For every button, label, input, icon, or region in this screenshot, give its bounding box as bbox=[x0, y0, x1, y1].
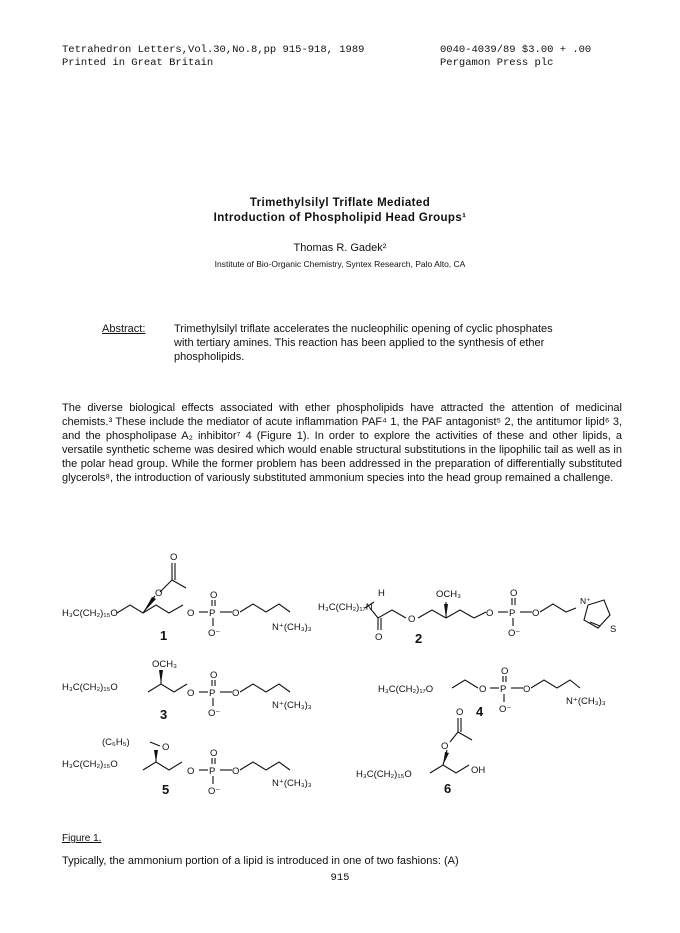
c4-link-o2: O bbox=[523, 684, 531, 695]
issn-price: 0040-4039/89 $3.00 + .00 bbox=[440, 44, 592, 56]
c5-po-o: O bbox=[210, 748, 218, 759]
c1-carbonyl-o: O bbox=[170, 552, 178, 563]
c4-chain-label: H₃C(CH₂)₁₇O bbox=[378, 684, 434, 695]
c3-link-o2: O bbox=[232, 688, 240, 699]
c1-link-o2: O bbox=[232, 608, 240, 619]
c5-benzyl-o: O bbox=[162, 742, 170, 753]
c2-s: S bbox=[610, 624, 617, 635]
c2-o-minus: O⁻ bbox=[508, 628, 521, 639]
page-number: 915 bbox=[330, 872, 350, 884]
c2-chain-label: H₃C(CH₂)₁₇N bbox=[318, 602, 373, 613]
c2-link-o: O bbox=[486, 608, 494, 619]
c4-link-o: O bbox=[479, 684, 487, 695]
c2-n-plus: N⁺ bbox=[580, 596, 591, 606]
c5-phenyl: (C₆H₅) bbox=[102, 737, 130, 748]
c6-ester-o: O bbox=[441, 741, 449, 752]
c1-o-minus: O⁻ bbox=[208, 628, 221, 639]
compound-number-6: 6 bbox=[444, 781, 452, 796]
paper-title-line1: Trimethylsilyl Triflate Mediated bbox=[249, 197, 431, 209]
c2-h: H bbox=[378, 588, 385, 599]
c5-link-o2: O bbox=[232, 766, 240, 777]
c1-link-o: O bbox=[187, 608, 195, 619]
c3-och3: OCH₃ bbox=[152, 659, 177, 670]
c5-chain-label: H₃C(CH₂)₁₅O bbox=[62, 759, 118, 770]
compound-number-1: 1 bbox=[160, 628, 168, 643]
c5-p: P bbox=[209, 766, 216, 777]
c4-o-minus: O⁻ bbox=[499, 704, 512, 715]
author-name: Thomas R. Gadek² bbox=[293, 242, 387, 254]
c2-link-o2: O bbox=[532, 608, 540, 619]
c3-o-minus: O⁻ bbox=[208, 708, 221, 719]
c5-o-minus: O⁻ bbox=[208, 786, 221, 797]
c3-p: P bbox=[209, 688, 216, 699]
compound-number-3: 3 bbox=[160, 707, 168, 722]
compound-number-4: 4 bbox=[476, 704, 484, 719]
c6-carbonyl-o: O bbox=[456, 707, 464, 718]
c4-po-o: O bbox=[501, 666, 509, 677]
compound-number-2: 2 bbox=[415, 631, 423, 646]
c2-ether-o: O bbox=[408, 614, 416, 625]
c6-chain-label: H₃C(CH₂)₁₅O bbox=[356, 769, 412, 780]
c4-p: P bbox=[500, 684, 507, 695]
c2-carbonyl-o: O bbox=[375, 632, 383, 643]
c1-chain-label: H₃C(CH₂)₁₅O bbox=[62, 608, 118, 619]
printed-in: Printed in Great Britain bbox=[62, 57, 214, 69]
c2-och3: OCH₃ bbox=[436, 589, 461, 600]
abstract-label: Abstract: bbox=[102, 323, 146, 335]
c5-head-label: N⁺(CH₃)₃ bbox=[272, 778, 312, 789]
c3-head-label: N⁺(CH₃)₃ bbox=[272, 700, 312, 711]
c2-p: P bbox=[509, 608, 516, 619]
abstract-text: Trimethylsilyl triflate accelerates the nucleophilic opening of cyclic phosphates with tertiary amines. This reaction has been applied to the synthesis of ether phospholipids. bbox=[174, 323, 553, 363]
journal-citation: Tetrahedron Letters,Vol.30,No.8,pp 915-918, 1989 bbox=[62, 44, 365, 56]
c1-head-label: N⁺(CH₃)₃ bbox=[272, 622, 312, 633]
c3-po-o: O bbox=[210, 670, 218, 681]
c3-link-o: O bbox=[187, 688, 195, 699]
c6-oh: OH bbox=[471, 765, 486, 776]
author-affiliation: Institute of Bio-Organic Chemistry, Syntex Research, Palo Alto, CA bbox=[214, 259, 466, 269]
c2-po-o: O bbox=[510, 588, 518, 599]
c1-p: P bbox=[209, 608, 216, 619]
c4-head-label: N⁺(CH₃)₃ bbox=[566, 696, 606, 707]
compound-number-5: 5 bbox=[162, 782, 170, 797]
paper-title-line2: Introduction of Phospholipid Head Groups¹ bbox=[213, 212, 467, 224]
figure-caption: Figure 1. bbox=[62, 833, 102, 844]
body-continuation: Typically, the ammonium portion of a lipid is introduced in one of two fashions: (A) bbox=[62, 855, 459, 867]
c3-chain-label: H₃C(CH₂)₁₅O bbox=[62, 682, 118, 693]
c1-ester-o: O bbox=[155, 588, 163, 599]
body-paragraph: The diverse biological effects associated with ether phospholipids have attracted the attention of medicinal chemists.³ These include the mediator of acute inflammation PAF⁴ 1, the PAF antagonist⁵ 2, the antitumor lipid⁶ 3, and the phospholipase A₂ inhibitor⁷ 4 (Figure 1). In order to explore the activities of these and other lipids, a versatile synthetic scheme was desired which would enable structural substitutions in the lipophilic tail as well as in the polar head group. While the former problem has been addressed in the preparation of differentially substituted glycerols⁸, the introduction of variously substituted ammonium species into the head group remained a challenge. bbox=[62, 402, 622, 484]
c1-po-o: O bbox=[210, 590, 218, 601]
c5-link-o: O bbox=[187, 766, 195, 777]
publisher: Pergamon Press plc bbox=[440, 57, 554, 69]
